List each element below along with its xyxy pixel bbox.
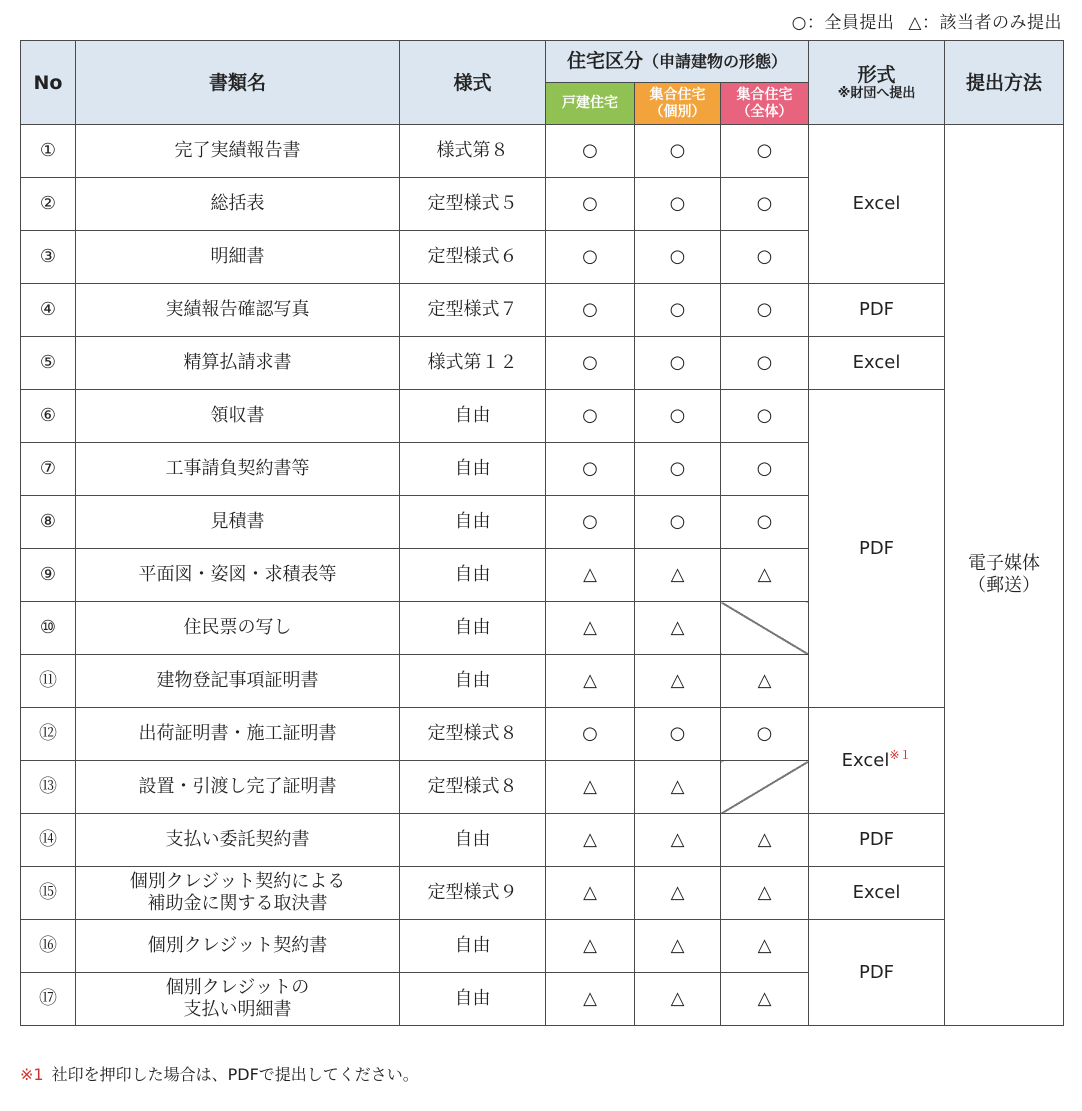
row-zentai-mark: ○: [721, 178, 809, 231]
row-no: ⑰: [21, 973, 76, 1026]
table-row: [21, 390, 1064, 443]
header-housing-category: [546, 41, 809, 83]
row-doc-name: 見積書: [76, 496, 400, 549]
row-no: ⑧: [21, 496, 76, 549]
row-style: 定型様式８: [400, 761, 546, 814]
row-kobetsu-mark: ○: [635, 125, 721, 178]
row-style: 様式第８: [400, 125, 546, 178]
row-no: ⑯: [21, 920, 76, 973]
document-table: [20, 40, 1064, 1026]
row-style: 自由: [400, 496, 546, 549]
footnote-ref: ※１: [889, 747, 912, 762]
row-kodate-mark: ○: [546, 231, 635, 284]
row-kobetsu-mark: △: [635, 602, 721, 655]
row-style: 自由: [400, 443, 546, 496]
row-doc-name: 平面図・姿図・求積表等: [76, 549, 400, 602]
format-cell: PDF: [809, 920, 945, 1026]
row-kodate-mark: △: [546, 549, 635, 602]
row-no: ②: [21, 178, 76, 231]
header-no: No: [21, 41, 76, 125]
row-kodate-mark: △: [546, 920, 635, 973]
format-cell: [809, 708, 945, 814]
row-style: 自由: [400, 920, 546, 973]
row-zentai-mark: △: [721, 973, 809, 1026]
row-kodate-mark: △: [546, 867, 635, 920]
row-no: ⑬: [21, 761, 76, 814]
footnote-mark: ※1: [20, 1065, 44, 1084]
row-zentai-mark: △: [721, 920, 809, 973]
table-row: [21, 708, 1064, 761]
row-kodate-mark: △: [546, 973, 635, 1026]
row-no: ⑮: [21, 867, 76, 920]
row-kobetsu-mark: ○: [635, 337, 721, 390]
header-style: 様式: [400, 41, 546, 125]
submit-line2: （郵送）: [968, 575, 1041, 596]
row-doc-name: 出荷証明書・施工証明書: [76, 708, 400, 761]
format-excel-label: Excel: [841, 749, 890, 771]
table-row: [21, 337, 1064, 390]
row-kobetsu-mark: △: [635, 761, 721, 814]
row-kodate-mark: ○: [546, 337, 635, 390]
row-kobetsu-mark: ○: [635, 443, 721, 496]
row-no: ④: [21, 284, 76, 337]
row-kodate-mark: ○: [546, 125, 635, 178]
doc-name-line1: 個別クレジットの: [165, 977, 310, 998]
row-style: 定型様式８: [400, 708, 546, 761]
row-doc-name: [76, 973, 400, 1026]
footnote: [20, 1062, 419, 1085]
row-no: ⑨: [21, 549, 76, 602]
row-kobetsu-mark: ○: [635, 496, 721, 549]
submit-method-cell: [945, 125, 1064, 1026]
table-row: [21, 814, 1064, 867]
row-no: ⑤: [21, 337, 76, 390]
row-zentai-not-applicable: [721, 761, 809, 814]
row-doc-name: 設置・引渡し完了証明書: [76, 761, 400, 814]
format-cell: Excel: [809, 867, 945, 920]
row-zentai-mark: △: [721, 655, 809, 708]
format-cell: Excel: [809, 337, 945, 390]
format-note: ※財団へ提出: [837, 85, 916, 101]
row-kobetsu-mark: △: [635, 655, 721, 708]
submission-legend: [792, 8, 1062, 33]
row-kobetsu-mark: △: [635, 973, 721, 1026]
doc-name-line1: 個別クレジット契約による: [129, 871, 346, 892]
header-doc-name: 書類名: [76, 41, 400, 125]
row-kobetsu-mark: ○: [635, 708, 721, 761]
row-kodate-mark: ○: [546, 496, 635, 549]
row-zentai-mark: ○: [721, 337, 809, 390]
row-doc-name: 完了実績報告書: [76, 125, 400, 178]
row-kobetsu-mark: △: [635, 867, 721, 920]
doc-name-line2: 補助金に関する取決書: [147, 893, 328, 914]
row-kodate-mark: △: [546, 761, 635, 814]
housing-category-label: 住宅区分: [566, 50, 643, 72]
zentai-line2: （全体）: [736, 103, 793, 120]
row-no: ①: [21, 125, 76, 178]
zentai-line1: 集合住宅: [736, 86, 793, 103]
row-style: 自由: [400, 549, 546, 602]
row-style: 定型様式７: [400, 284, 546, 337]
row-no: ⑥: [21, 390, 76, 443]
header-format: [809, 41, 945, 125]
header-kodate: 戸建住宅: [546, 83, 635, 125]
submit-line1: 電子媒体: [968, 553, 1041, 574]
row-doc-name: 領収書: [76, 390, 400, 443]
row-kodate-mark: ○: [546, 708, 635, 761]
row-doc-name: 個別クレジット契約書: [76, 920, 400, 973]
header-submit-method: 提出方法: [945, 41, 1064, 125]
row-zentai-mark: ○: [721, 496, 809, 549]
format-cell: PDF: [809, 284, 945, 337]
format-cell: PDF: [809, 814, 945, 867]
row-doc-name: 実績報告確認写真: [76, 284, 400, 337]
row-doc-name: 工事請負契約書等: [76, 443, 400, 496]
row-doc-name: 総括表: [76, 178, 400, 231]
row-zentai-mark: ○: [721, 708, 809, 761]
row-kodate-mark: ○: [546, 443, 635, 496]
row-style: 自由: [400, 973, 546, 1026]
row-kodate-mark: △: [546, 602, 635, 655]
housing-category-note: （申請建物の形態）: [643, 52, 788, 71]
row-kobetsu-mark: ○: [635, 178, 721, 231]
row-zentai-mark: △: [721, 549, 809, 602]
row-style: 自由: [400, 655, 546, 708]
doc-name-line2: 支払い明細書: [183, 999, 292, 1020]
kobetsu-line2: （個別）: [649, 103, 706, 120]
table-row: [21, 920, 1064, 973]
table-row: [21, 867, 1064, 920]
table-row: [21, 125, 1064, 178]
row-kobetsu-mark: ○: [635, 284, 721, 337]
row-no: ⑩: [21, 602, 76, 655]
row-no: ③: [21, 231, 76, 284]
format-label: 形式: [857, 63, 896, 86]
row-kobetsu-mark: ○: [635, 231, 721, 284]
format-cell: PDF: [809, 390, 945, 708]
row-style: 自由: [400, 814, 546, 867]
row-kodate-mark: ○: [546, 178, 635, 231]
row-doc-name: 支払い委託契約書: [76, 814, 400, 867]
row-no: ⑦: [21, 443, 76, 496]
row-style: 自由: [400, 390, 546, 443]
row-kobetsu-mark: ○: [635, 390, 721, 443]
row-no: ⑭: [21, 814, 76, 867]
row-kodate-mark: △: [546, 655, 635, 708]
row-zentai-mark: △: [721, 814, 809, 867]
row-zentai-mark: △: [721, 867, 809, 920]
row-kodate-mark: ○: [546, 390, 635, 443]
row-doc-name: 建物登記事項証明書: [76, 655, 400, 708]
header-zentai: [721, 83, 809, 125]
row-zentai-mark: ○: [721, 443, 809, 496]
header-kobetsu: [635, 83, 721, 125]
row-style: 定型様式６: [400, 231, 546, 284]
row-no: ⑪: [21, 655, 76, 708]
kobetsu-line1: 集合住宅: [649, 86, 706, 103]
row-zentai-mark: ○: [721, 231, 809, 284]
footnote-text: 社印を押印した場合は、PDFで提出してください。: [51, 1065, 419, 1084]
row-doc-name: 明細書: [76, 231, 400, 284]
row-doc-name: 住民票の写し: [76, 602, 400, 655]
row-zentai-mark: ○: [721, 284, 809, 337]
row-no: ⑫: [21, 708, 76, 761]
row-doc-name: 精算払請求書: [76, 337, 400, 390]
row-zentai-mark: ○: [721, 390, 809, 443]
table-row: [21, 284, 1064, 337]
header-row: [21, 41, 1064, 83]
row-kobetsu-mark: △: [635, 920, 721, 973]
row-kobetsu-mark: △: [635, 814, 721, 867]
row-style: 定型様式５: [400, 178, 546, 231]
legend-all: ○：全員提出: [791, 13, 895, 33]
legend-applicable: △：該当者のみ提出: [908, 13, 1062, 33]
row-style: 自由: [400, 602, 546, 655]
row-kobetsu-mark: △: [635, 549, 721, 602]
row-kodate-mark: △: [546, 814, 635, 867]
row-style: 定型様式９: [400, 867, 546, 920]
row-style: 様式第１２: [400, 337, 546, 390]
row-zentai-mark: ○: [721, 125, 809, 178]
row-zentai-not-applicable: [721, 602, 809, 655]
row-doc-name: [76, 867, 400, 920]
format-cell: Excel: [809, 125, 945, 284]
row-kodate-mark: ○: [546, 284, 635, 337]
